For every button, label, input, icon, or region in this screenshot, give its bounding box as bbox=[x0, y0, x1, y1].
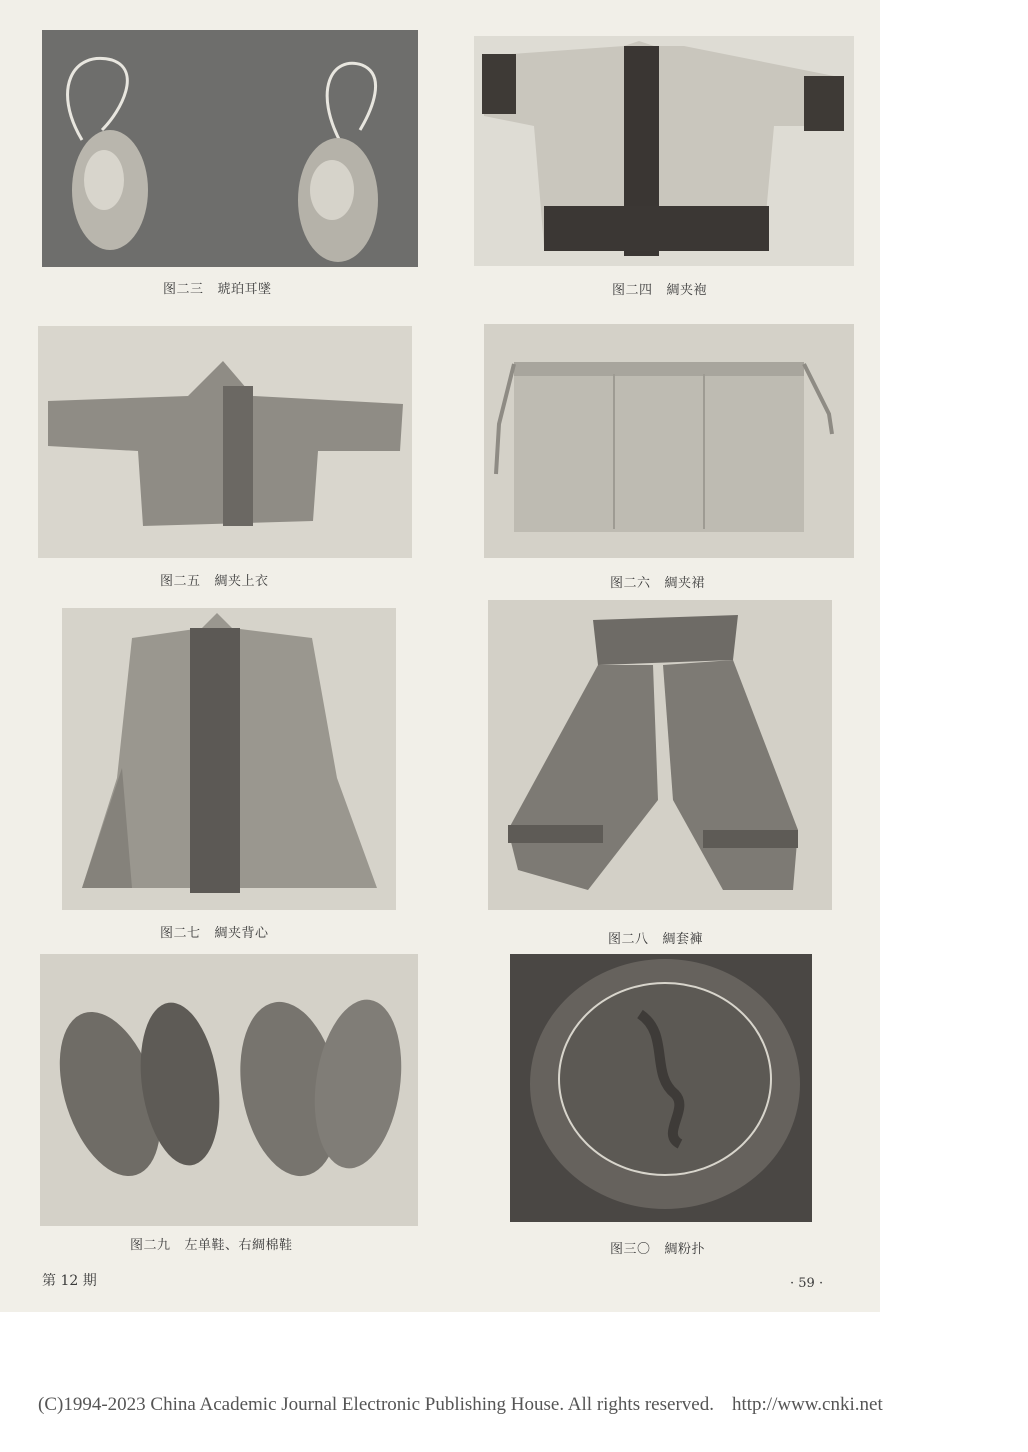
copyright-notice bbox=[38, 1394, 883, 1416]
figure-number: 图二四 bbox=[612, 283, 653, 298]
figure-caption bbox=[608, 928, 703, 947]
photo-silk-vest bbox=[62, 608, 396, 910]
photo-silk-leggings bbox=[488, 600, 832, 910]
photo-silk-jacket bbox=[38, 326, 412, 558]
copyright-text: (C)1994-2023 China Academic Journal Electronic Publishing House. All rights reserved. bbox=[38, 1394, 714, 1415]
cnki-link[interactable]: http://www.cnki.net bbox=[731, 1394, 883, 1415]
figure-number: 图二六 bbox=[610, 576, 651, 591]
photo-powder-puff bbox=[510, 954, 812, 1222]
issue-number: 第 12 期 bbox=[42, 1273, 97, 1289]
photo-shoes bbox=[40, 954, 418, 1226]
figure-caption bbox=[130, 1234, 293, 1253]
figure-title: 綢夹上衣 bbox=[214, 574, 269, 589]
photo-amber-earrings bbox=[42, 30, 418, 267]
figure-caption bbox=[163, 278, 272, 297]
figure-caption bbox=[160, 922, 269, 941]
figure-number: 图二五 bbox=[160, 574, 201, 589]
figure-caption bbox=[612, 279, 707, 298]
figure-title: 琥珀耳墜 bbox=[217, 282, 272, 297]
figure-title: 綢粉扑 bbox=[664, 1242, 706, 1257]
figure-title: 左单鞋、右綢棉鞋 bbox=[184, 1238, 293, 1253]
figure-caption bbox=[160, 570, 269, 589]
figure-caption bbox=[610, 1238, 705, 1257]
figure-number: 图二三 bbox=[163, 282, 204, 297]
figure-title: 綢夹裙 bbox=[664, 576, 706, 591]
photo-silk-skirt bbox=[484, 324, 854, 558]
page-number: · 59 · bbox=[790, 1276, 824, 1291]
figure-title: 綢套褲 bbox=[662, 932, 704, 947]
figure-number: 图三〇 bbox=[610, 1242, 651, 1257]
figure-title: 綢夹背心 bbox=[214, 926, 269, 941]
figure-number: 图二九 bbox=[130, 1238, 171, 1253]
figure-caption bbox=[610, 572, 705, 591]
figure-title: 綢夹袍 bbox=[666, 283, 708, 298]
figure-number: 图二七 bbox=[160, 926, 201, 941]
photo-silk-robe bbox=[474, 36, 854, 266]
figure-number: 图二八 bbox=[608, 932, 649, 947]
